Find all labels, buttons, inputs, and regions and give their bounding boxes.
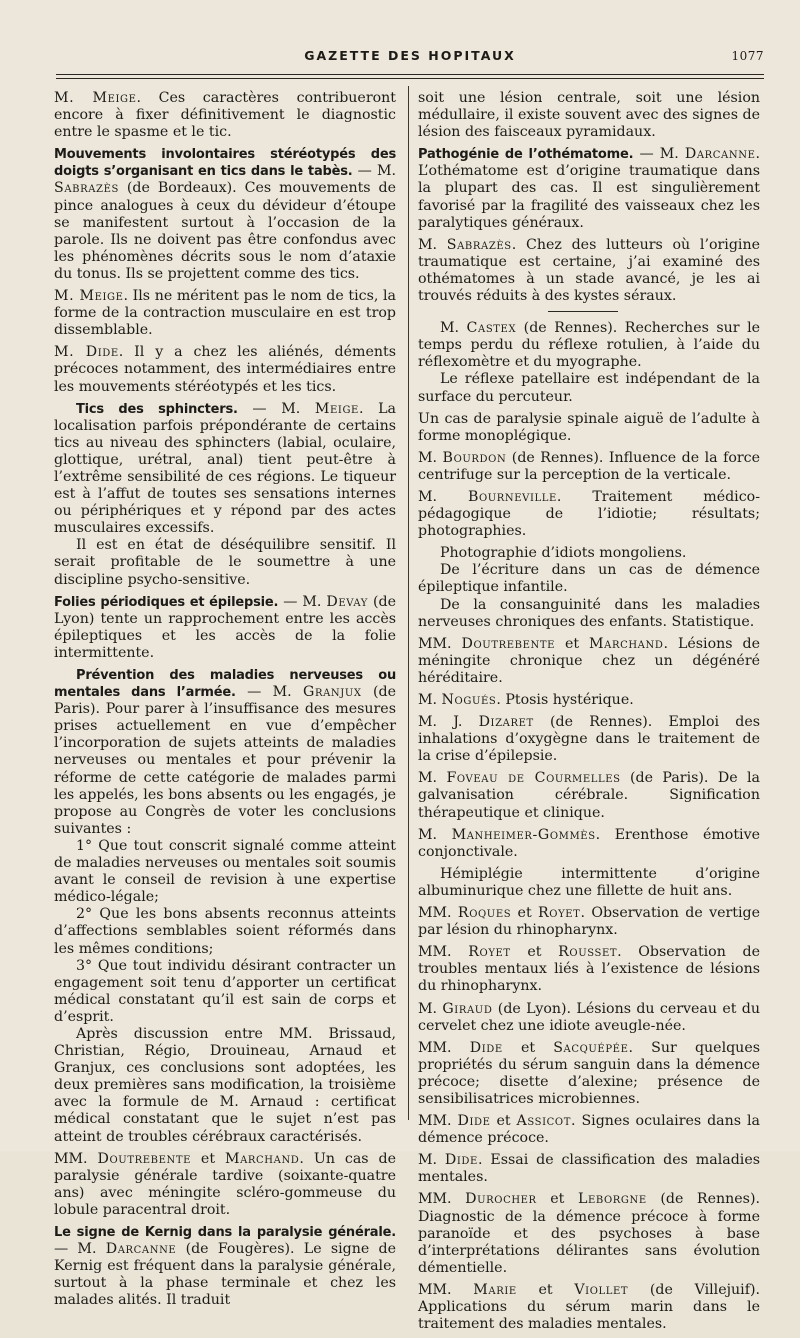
paragraph-text: (de Lyon) tente un rapprochement entre les accès épileptiques et les accès de la folie intermittente. <box>54 593 396 661</box>
author-name: Dide <box>457 1113 491 1130</box>
paragraph-text: (de Rennes). Emploi des inhalations d’oxygègne dans le traitement de la crise d’épilepsie. <box>418 714 760 765</box>
paragraph-text: . Lésions de méningite chronique chez un dégénéré héréditaire. <box>418 635 760 686</box>
paragraph-text: (de Paris). Pour parer à l’insuffisance des mesures prises actuellement en vue d’empêcher l’incorporation de sujets atteints de maladies nerveuses ou mentales et pour prévenir la réforme de cette catégorie de malades parmi les appelés, les bons absents ou les engagés, je propose au Congrès de voter les conclusions suivantes : <box>54 684 396 837</box>
author-name: Manheimer-Gommès <box>451 826 596 843</box>
article-paragraph <box>54 401 396 538</box>
paragraph-text: et <box>190 1150 225 1167</box>
paragraph-text: MM. <box>418 635 462 652</box>
author-name: Darcanne <box>684 146 756 163</box>
author-name: Meige <box>314 400 359 417</box>
section-heading: Mouvements involontaires stéréotypés des doigts s’organisant en tics dans le tabès. <box>54 147 396 180</box>
author-name: Doutrebente <box>97 1150 191 1167</box>
author-name: Darcanne <box>105 1241 177 1258</box>
article-paragraph <box>54 146 396 283</box>
paragraph-text: Le réflexe patellaire est indépendant de la surface du percuteur. <box>418 371 760 405</box>
article-paragraph <box>54 344 396 395</box>
paragraph-text: MM. <box>418 905 458 922</box>
paragraph-text: M. J. <box>418 714 479 731</box>
article-paragraph <box>418 320 760 371</box>
paragraph-text: . Ces caractères contribueront encore à fixer définitivement le diagnostic entre le spasme et le tic. <box>54 90 396 141</box>
article-paragraph <box>418 944 760 995</box>
article-paragraph <box>54 288 396 339</box>
author-name: Sabrazès <box>446 236 512 253</box>
paragraph-text: . Il y a chez les aliénés, déments précoces notamment, des intermédiaires entre les mouvements stéréotypés et les tics. <box>54 344 396 395</box>
author-name: Marie <box>473 1281 517 1298</box>
author-name: Giraud <box>442 1000 493 1017</box>
paragraph-text: . Sur quelques propriétés du sérum sanguin dans la démence précoce; disette d’alexine; présence de sensibilisatrices microbiennes. <box>418 1039 760 1107</box>
paragraph-text: MM. <box>418 1039 470 1056</box>
section-heading: Prévention des maladies nerveuses ou mentales dans l’armée. <box>54 668 396 701</box>
article-paragraph <box>54 1224 396 1309</box>
author-name: Dide <box>469 1039 503 1056</box>
article-paragraph <box>418 371 760 405</box>
article-paragraph <box>418 636 760 687</box>
author-name: Foveau de Courmelles <box>446 770 621 787</box>
paragraph-text: M. <box>418 1000 443 1017</box>
paragraph-text: . Observation de vertige par lésion du rhinopharynx. <box>418 905 760 939</box>
author-name: Durocher <box>465 1191 537 1208</box>
paragraph-text: 1° Que tout conscrit signalé comme atteint de maladies nerveuses ou mentales soit soumis avant le conseil de revision à une expertise médico-légale; <box>54 837 396 906</box>
article-paragraph <box>418 1191 760 1276</box>
paragraph-text: De la consanguinité dans les maladies nerveuses chroniques des enfants. Statistique. <box>418 596 760 630</box>
paragraph-text: — M. <box>633 146 685 163</box>
section-divider-rule <box>548 311 618 312</box>
page-header <box>50 48 770 68</box>
section-heading: Le signe de Kernig dans la paralysie générale. <box>54 1225 396 1240</box>
paragraph-text: et <box>536 1191 578 1208</box>
author-name: Devay <box>326 593 368 610</box>
article-paragraph <box>418 1282 760 1333</box>
paragraph-text: (de Lyon). Lésions du cerveau et du cervelet chez une idiote aveugle-née. <box>418 1000 760 1034</box>
paragraph-text: M. <box>418 692 442 708</box>
paragraph-text: MM. <box>54 1150 98 1167</box>
author-name: M. Meige <box>54 288 124 305</box>
paragraph-text: . Erenthose émotive conjonctivale. <box>418 826 760 860</box>
paragraph-text: MM. <box>418 1281 474 1298</box>
paragraph-text: M. <box>418 488 468 505</box>
section-heading: Folies périodiques et épilepsie. <box>54 594 279 610</box>
paragraph-text: — M. <box>278 593 327 610</box>
paragraph-text: 2° Que les bons absents reconnus atteints d’affections semblables soient réformés dans les mêmes conditions; <box>54 906 396 957</box>
article-paragraph <box>418 770 760 821</box>
paragraph-text: De l’écriture dans un cas de démence épileptique infantile. <box>418 562 760 596</box>
paragraph-text: M. <box>418 770 447 787</box>
author-name: Royet <box>538 905 581 922</box>
article-paragraph <box>54 906 396 957</box>
article-paragraph <box>418 450 760 484</box>
article-paragraph <box>54 667 396 838</box>
journal-title: GAZETTE DES HOPITAUX <box>304 48 516 63</box>
article-paragraph <box>54 958 396 1026</box>
paragraph-text: et <box>510 944 559 961</box>
paragraph-text: — M. <box>237 400 315 417</box>
paragraph-text: et <box>502 1039 554 1056</box>
article-paragraph <box>418 714 760 765</box>
paragraph-text: . Traitement médico-pédagogique de l’idiotie; résultats; photographies. <box>418 488 760 540</box>
paragraph-text: . Un cas de paralysie générale tardive (soixante-quatre ans) avec méningite scléro-gommeuse du lobule paracentral droit. <box>54 1150 397 1218</box>
article-paragraph <box>418 1001 760 1035</box>
author-name: Bourdon <box>442 449 507 466</box>
paragraph-text: MM. <box>418 1113 458 1130</box>
article-paragraph <box>418 597 760 631</box>
author-name: Royet <box>468 944 511 961</box>
paragraph-text: — M. <box>54 1241 106 1258</box>
article-paragraph <box>418 237 760 305</box>
paragraph-text: . L’othématome est d’origine traumatique dans la plupart des cas. Il est singulièrement favorisé par la fragilité des vaisseaux chez les paralytiques généraux. <box>418 146 760 231</box>
article-paragraph <box>54 90 396 141</box>
author-name: Marchand <box>589 635 664 652</box>
paragraph-text: . Chez des lutteurs où l’origine traumatique est certaine, j’ai examiné des othématomes à un stade avancé, je les ai trouvés réduits à des kystes séraux. <box>418 236 760 305</box>
paragraph-text: Après discussion entre MM. Brissaud, Christian, Régio, Drouineau, Arnaud et Granjux, ces conclusions sont adoptées, les deux premières sans modification, la troisième avec la formule de M. Arnaud : certificat médical constatant que le sujet n’est pas atteint de troubles cérébraux caractérisés. <box>54 1025 396 1145</box>
paragraph-text: M. <box>418 1152 445 1169</box>
author-name: Dide <box>444 1152 478 1169</box>
section-heading: Pathogénie de l’othématome. <box>418 147 634 163</box>
author-name: Dizaret <box>478 714 534 731</box>
paragraph-text: 3° Que tout individu désirant contracter un engagement soit tenu d’apporter un certificat médical constatant qu’il est sain de corps et d’esprit. <box>54 957 396 1025</box>
article-paragraph <box>418 90 760 141</box>
header-rule-thin <box>56 78 764 79</box>
paragraph-text: (de Fougères). Le signe de Kernig est fréquent dans la paralysie générale, surtout à la phase terminale et chez les malades alités. Il traduit <box>54 1241 396 1309</box>
article-paragraph <box>54 838 396 906</box>
paragraph-text: M. <box>418 449 443 466</box>
section-heading: Tics des sphincters. <box>76 401 238 417</box>
paragraph-text: — M. <box>352 163 396 180</box>
paragraph-text: (de Bordeaux). Ces mouvements de pince analogues à ceux du dévideur d’étoupe se manifestent surtout à l’occasion de la parole. Ils ne doivent pas être confondus avec les phénomènes décrits sous le nom d’ataxie du tonus. Ils se projettent comme des tics. <box>54 180 396 282</box>
column-separator <box>408 86 409 1120</box>
article-paragraph <box>418 827 760 861</box>
article-paragraph <box>54 594 396 662</box>
article-paragraph <box>418 866 760 900</box>
page-number: 1077 <box>731 49 764 63</box>
paragraph-text: MM. <box>418 944 469 961</box>
author-name: Bourneville <box>467 488 557 505</box>
article-paragraph <box>418 1040 760 1108</box>
paragraph-text: et <box>516 1281 575 1298</box>
author-name: Marchand <box>224 1150 300 1167</box>
paragraph-text: — M. <box>235 684 304 701</box>
paragraph-text: (de Rennes). Recherches sur le temps perdu du réflexe rotulien, à l’aide du réflexomètre et du myographe. <box>418 320 761 371</box>
author-name: Roques <box>457 905 512 922</box>
article-paragraph <box>418 146 760 231</box>
paragraph-text: (de Rennes). Influence de la force centrifuge sur la perception de la verticale. <box>418 449 760 483</box>
article-paragraph <box>54 537 396 588</box>
paragraph-text: et <box>555 635 590 652</box>
paragraph-text: . Observation de troubles mentaux liés à l’existence de lésions du rhinopharynx. <box>418 944 760 995</box>
author-name: Nogués <box>441 692 497 708</box>
author-name: Viollet <box>574 1281 629 1298</box>
author-name: Granjux <box>303 684 362 701</box>
article-paragraph <box>54 1151 396 1219</box>
paragraph-text: (de Paris). De la galvanisation cérébrale. Signification thérapeutique et clinique. <box>418 770 761 821</box>
article-paragraph <box>418 1113 760 1147</box>
author-name: Rousset <box>558 944 618 961</box>
article-paragraph <box>418 545 760 562</box>
author-name: Doutrebente <box>461 635 555 652</box>
paragraph-text: soit une lésion centrale, soit une lésion médullaire, il existe souvent avec des signes de lésion des faisceaux pyramidaux. <box>418 90 760 141</box>
article-paragraph <box>418 562 760 596</box>
paragraph-text: M. <box>418 826 452 843</box>
header-rule-thick <box>56 74 764 75</box>
author-name: M. Dide <box>54 344 119 361</box>
article-paragraph <box>418 1152 760 1186</box>
paragraph-text: Photographie d’idiots mongoliens. <box>440 545 687 562</box>
paragraph-text: MM. <box>418 1191 466 1208</box>
paragraph-text: (de Rennes). Diagnostic de la démence précoce à forme paranoïde et des psychoses à base d’interprétations délirantes sans évolution démentielle. <box>418 1191 760 1276</box>
author-name: M. Meige <box>54 90 137 106</box>
paragraph-text: et <box>490 1113 517 1130</box>
paragraph-text: Hémiplégie intermittente d’origine albuminurique chez une fillette de huit ans. <box>418 865 760 899</box>
paragraph-text: (de Villejuif). Applications du sérum marin dans le traitement des maladies mentales. <box>418 1281 760 1333</box>
paragraph-text: . La localisation parfois prépondérante de certains tics au niveau des sphincters (labial, oculaire, glottique, urétral, anal) tient peut-être à l’extrême sensibilité de ces régions. Le tiqueur est à l’affut de toutes ses sensations internes ou périphériques et y répond par des actes musculaires excessifs. <box>54 400 396 537</box>
left-column <box>54 90 396 1314</box>
paragraph-text: M. <box>418 236 447 253</box>
author-name: Leborgne <box>577 1191 647 1208</box>
author-name: Castex <box>466 320 517 337</box>
author-name: Assicot <box>516 1113 571 1130</box>
article-paragraph <box>418 905 760 939</box>
paragraph-text: . Ptosis hystérique. <box>496 692 634 708</box>
paragraph-text: . Essai de classification des maladies mentales. <box>418 1152 760 1186</box>
article-paragraph <box>418 692 760 709</box>
paragraph-text: M. <box>440 320 467 337</box>
author-name: Sabrazès <box>54 180 119 197</box>
article-paragraph <box>54 1026 396 1146</box>
paragraph-text: . Ils ne méritent pas le nom de tics, la forme de la contraction musculaire en est trop dissemblable. <box>54 288 396 339</box>
article-paragraph <box>418 489 760 540</box>
paragraph-text: et <box>511 905 538 922</box>
author-name: Sacquépée <box>553 1039 629 1056</box>
article-paragraph <box>418 411 760 445</box>
paragraph-text: Il est en état de déséquilibre sensitif. Il serait profitable de le soumettre à une discipline psycho-sensitive. <box>54 537 396 588</box>
paragraph-text: . Signes oculaires dans la démence précoce. <box>418 1113 760 1147</box>
paragraph-text: Un cas de paralysie spinale aiguë de l’adulte à forme monoplégique. <box>418 410 760 444</box>
